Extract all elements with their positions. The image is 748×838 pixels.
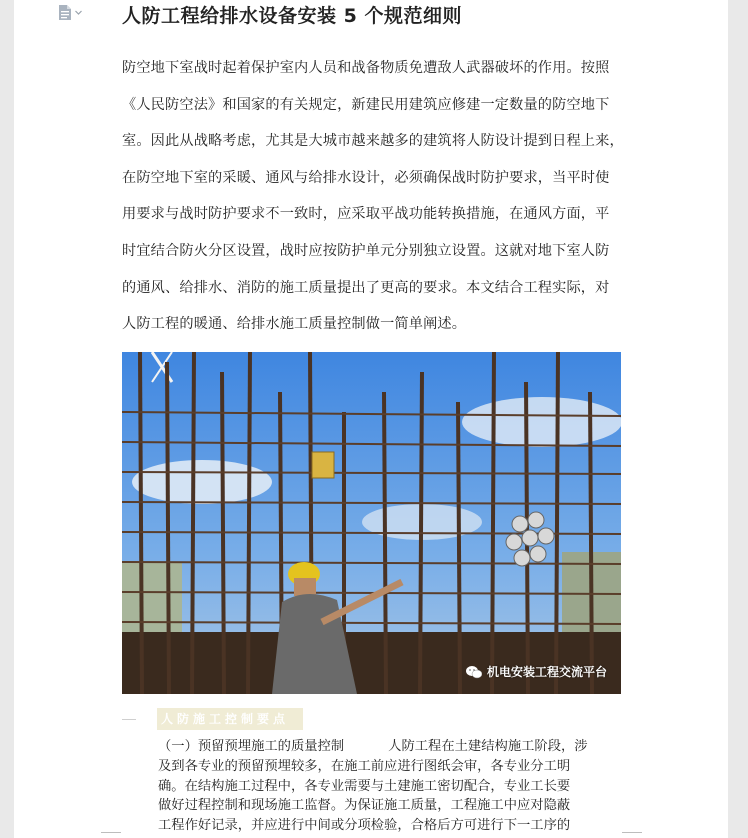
section-line: 做好过程控制和现场施工监督。为保证施工质量，工程施工中应对隐蔽 xyxy=(158,798,571,814)
document-title: 人防工程给排水设备安装 5 个规范细则 xyxy=(122,5,462,27)
document-menu-button[interactable] xyxy=(58,4,82,21)
intro-line: 在防空地下室的采暖、通风与给排水设计，必须确保战时防护要求，当平时使 xyxy=(122,169,610,186)
intro-line: 防空地下室战时起着保护室内人员和战备物质免遭敌人武器破坏的作用。按照 xyxy=(122,60,610,76)
intro-line: 的通风、给排水、消防的施工质量提出了更高的要求。本文结合工程实际，对 xyxy=(122,279,610,296)
section-line: 工程作好记录，并应进行中间或分项检验，合格后方可进行下一工序的 xyxy=(158,818,571,834)
section-tag: 人防施工控制要点 xyxy=(157,708,303,730)
intro-line: 《人民防空法》和国家的有关规定，新建民用建筑应修建一定数量的防空地下 xyxy=(122,96,610,113)
watermark-text: 机电安装工程交流平台 xyxy=(486,665,607,679)
construction-photo xyxy=(122,352,621,694)
page-corner-mark xyxy=(622,832,642,833)
intro-line: 用要求与战时防护要求不一致时，应采取平战功能转换措施，在通风方面，平 xyxy=(122,206,610,223)
page-corner-mark xyxy=(101,832,121,833)
chevron-down-icon xyxy=(75,10,82,15)
section-body xyxy=(158,737,620,836)
intro-paragraph xyxy=(122,50,624,343)
section-first-line xyxy=(158,737,620,757)
document-icon xyxy=(58,4,72,21)
section-line: 及到各专业的预留预埋较多，在施工前应进行图纸会审，各专业分工明 xyxy=(158,758,571,774)
watermark xyxy=(466,663,607,680)
intro-line: 室。因此从战略考虑，尤其是大城市越来越多的建筑将人防设计提到日程上来， xyxy=(122,133,624,150)
section-line: 人防工程在土建结构施工阶段，涉 xyxy=(388,739,588,754)
section-heading: （一）预留预埋施工的质量控制 xyxy=(158,739,345,754)
rebar-scene-image xyxy=(122,352,621,694)
section-line: 确。在结构施工过程中，各专业需要与土建施工密切配合，专业工长要 xyxy=(158,778,571,794)
divider xyxy=(122,719,136,720)
intro-line: 人防工程的暖通、给排水施工质量控制做一简单阐述。 xyxy=(122,316,467,333)
intro-line: 时宜结合防火分区设置，战时应按防护单元分别独立设置。这就对地下室人防 xyxy=(122,242,610,259)
wechat-icon xyxy=(466,665,482,679)
